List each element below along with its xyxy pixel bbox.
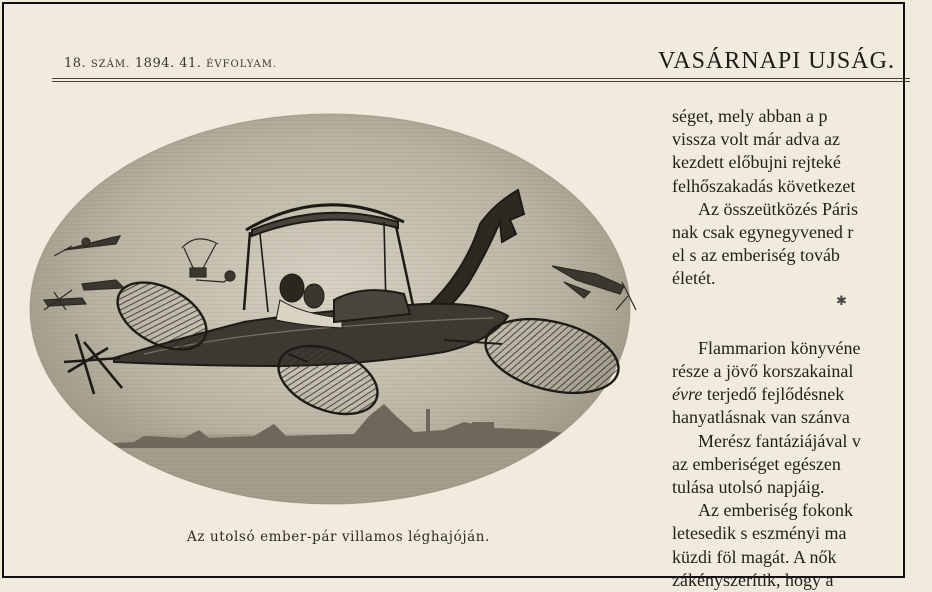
text-line: nak csak egynegyvened r xyxy=(672,221,854,242)
text-line: hanyatlásnak van szánva xyxy=(672,407,850,428)
masthead-title: VASÁRNAPI UJSÁG. xyxy=(658,48,895,74)
text-line: vissza volt már adva az xyxy=(672,129,840,150)
text-line: része a jövő korszakainal xyxy=(672,361,854,382)
text-line: zákényszerítik, hogy a xyxy=(672,569,834,590)
page-frame xyxy=(2,2,905,590)
issue-year: 1894. 41. xyxy=(130,56,207,71)
text-line: kezdett előbujni rejteké xyxy=(672,152,841,173)
page-header xyxy=(50,48,910,80)
text-line: életét. xyxy=(672,268,716,289)
text-line: séget, mely abban a p xyxy=(672,106,828,126)
text-line: Merész fantáziájával v xyxy=(698,430,861,451)
header-rule-bottom xyxy=(52,81,910,82)
issue-line xyxy=(64,56,277,71)
text-line: el s az emberiség továb xyxy=(672,245,840,266)
section-divider xyxy=(672,291,932,314)
text-line: tulása utolsó napjáig. xyxy=(672,477,825,497)
text-line: Az összeütközés Páris xyxy=(698,198,858,219)
issue-number: 18. xyxy=(64,56,91,71)
text-line: Az emberiség fokonk xyxy=(698,500,853,521)
figure-caption: Az utolsó ember-pár villamos léghajóján. xyxy=(187,529,490,545)
article-column xyxy=(672,105,932,592)
volume-label: ÉVFOLYAM. xyxy=(206,59,278,70)
header-rule-top xyxy=(52,78,910,79)
text-line: Flammarion könyvéne xyxy=(698,337,861,358)
text-line: évre terjedő fejlődésnek xyxy=(672,384,845,405)
text-line: küzdi föl magát. A nők xyxy=(672,546,837,567)
italic-word: évre xyxy=(672,384,703,405)
issue-label: SZÁM. xyxy=(90,59,131,70)
text-line: az emberiséget egészen xyxy=(672,453,841,474)
text-line: letesedik s eszményi ma xyxy=(672,523,847,544)
text-line: felhőszakadás következet xyxy=(672,175,856,196)
asterisk-ornament: ✱ xyxy=(836,292,847,308)
airship-engraving xyxy=(24,104,636,514)
